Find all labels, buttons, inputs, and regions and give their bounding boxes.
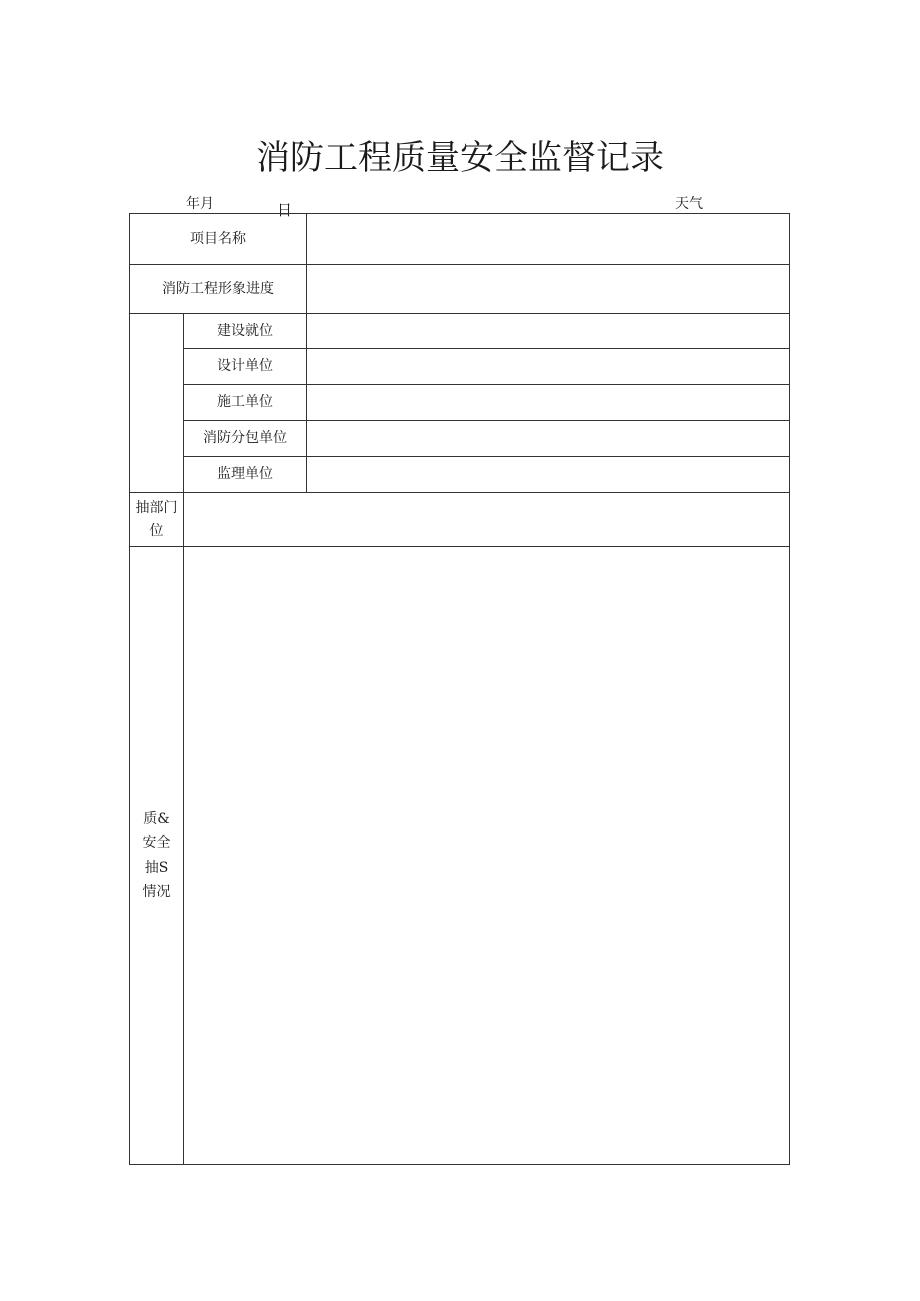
inspection-part-label-line1: 抽部门 <box>135 500 178 517</box>
record-form-table <box>129 213 790 1165</box>
document-title: 消防工程质量安全监督记录 <box>256 138 664 178</box>
unit-field-fire-subcontractor[interactable] <box>307 421 789 456</box>
quality-label-line: 抽S <box>144 859 169 876</box>
progress-field[interactable] <box>307 265 789 313</box>
quality-safety-field[interactable] <box>184 547 789 1164</box>
project-name-field[interactable] <box>307 214 789 264</box>
inspection-part-field[interactable] <box>184 493 789 546</box>
inspection-part-label-line2: 位 <box>149 522 164 539</box>
inspection-part-label <box>130 493 183 546</box>
unit-label-contractor: 施工单位 <box>217 394 273 411</box>
unit-label-design: 设计单位 <box>217 358 273 375</box>
weather-label: 天气 <box>675 196 703 212</box>
unit-label-supervision: 监理单位 <box>217 466 273 483</box>
unit-field-construction[interactable] <box>307 314 789 348</box>
quality-label-line: 情况 <box>142 884 171 900</box>
quality-safety-label <box>130 547 183 1164</box>
unit-field-design[interactable] <box>307 349 789 384</box>
unit-field-contractor[interactable] <box>307 385 789 420</box>
project-name-label: 项目名称 <box>190 230 246 247</box>
quality-label-line: 质& <box>143 810 170 827</box>
progress-label: 消防工程形象进度 <box>162 280 274 297</box>
unit-label-fire-subcontractor: 消防分包单位 <box>203 430 287 447</box>
unit-field-supervision[interactable] <box>307 457 789 492</box>
date-label: 年月 <box>186 196 214 212</box>
unit-label-construction: 建设就位 <box>217 322 273 339</box>
quality-label-line: 安全 <box>142 835 171 851</box>
day-label: 日 <box>277 201 293 219</box>
